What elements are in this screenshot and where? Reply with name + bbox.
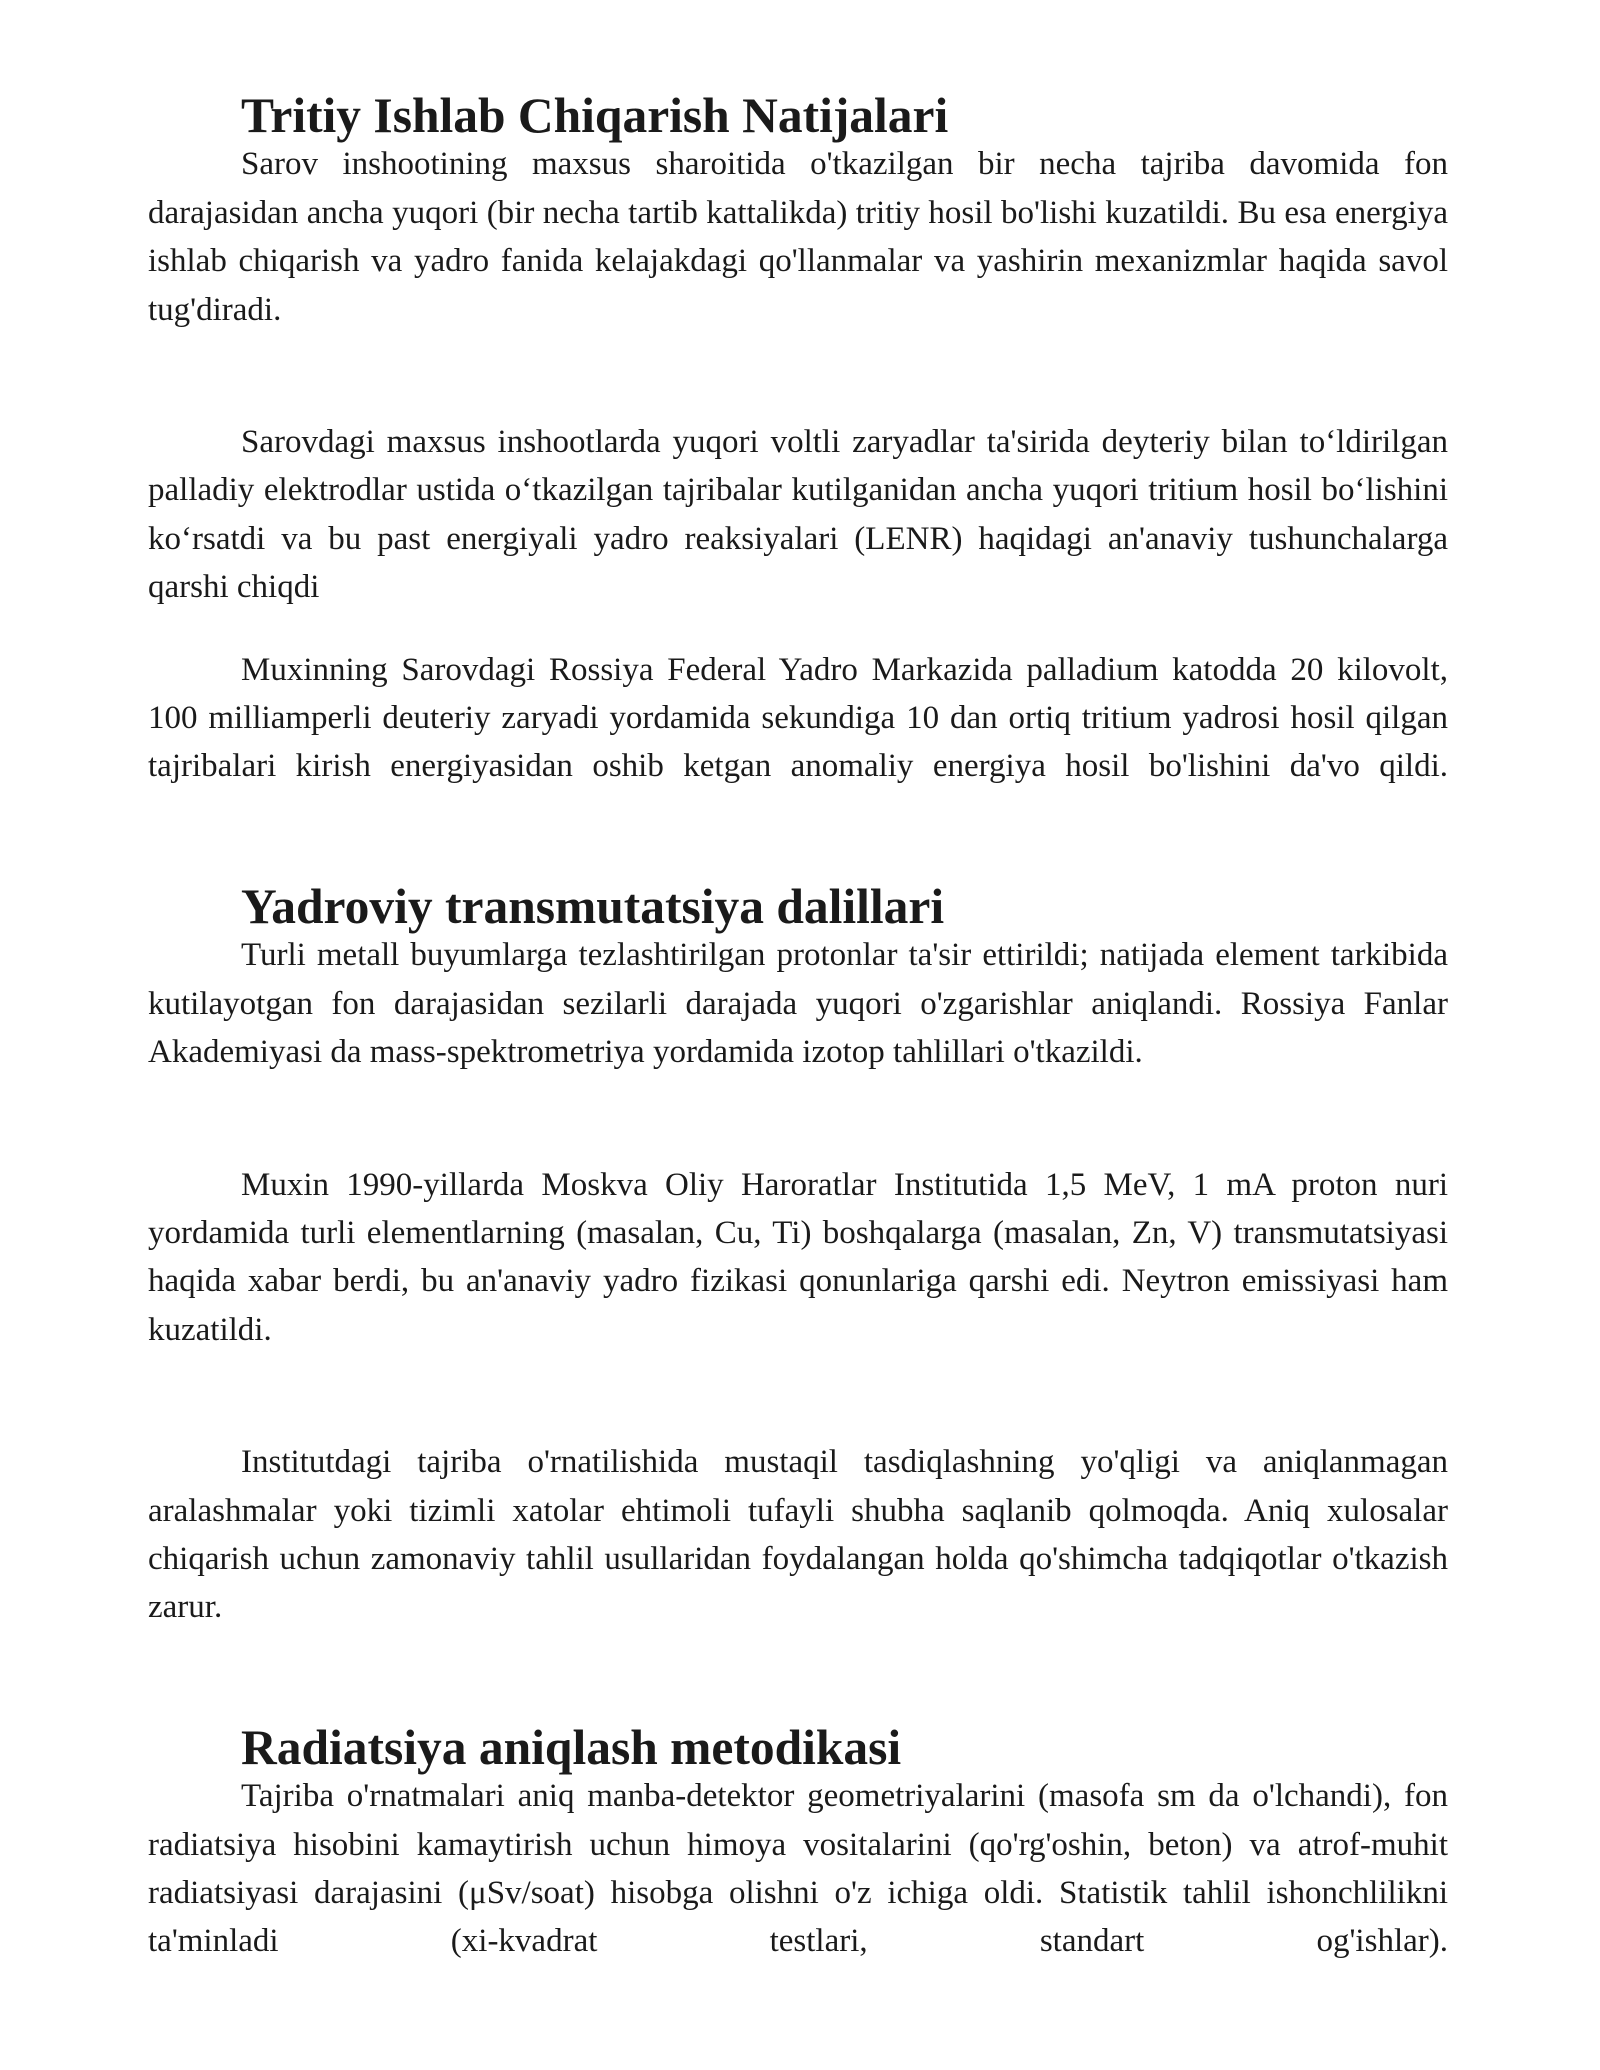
document-page — [148, 88, 1448, 1966]
paragraph-gap — [148, 1354, 1448, 1438]
section-heading: Yadroviy transmutatsiya dalillari — [241, 878, 945, 934]
paragraph: Institutdagi tajriba o'rnatilishida mustaqil tasdiqlashning yo'qligi va aniqlanmagan aralashmalar yoki tizimli xatolar ehtimoli tufayli shubha saqlanib qolmoqda. Aniq xulosalar chiqarish uchun zamonaviy tahlil usullaridan foydalangan holda qo'shimcha tadqiqotlar o'tkazish zarur. — [148, 1444, 1448, 1626]
paragraph-gap — [148, 1077, 1448, 1161]
paragraph: Sarovdagi maxsus inshootlarda yuqori voltli zaryadlar ta'sirida deyteriy bilan to‘ldirilgan palladiy elektrodlar ustida o‘tkazilgan tajribalar kutilganidan ancha yuqori tritium hosil bo‘lishini ko‘rsatdi va bu past energiyali yadro reaksiyalari (LENR) haqidagi an'anaviy tushunchalarga qarshi chiqdi — [148, 424, 1448, 606]
paragraph-gap — [148, 612, 1448, 646]
paragraph-gap — [148, 334, 1448, 418]
section-gap — [148, 1632, 1448, 1724]
paragraph: Muxinning Sarovdagi Rossiya Federal Yadro Markazida palladium katodda 20 kilovolt, 100 milliamperli deuteriy zaryadi yordamida sekundiga 10 dan ortiq tritium yadrosi hosil qilgan tajribalari kirish energiyasidan oshib ketgan anomaliy energiya hosil bo'lishini da'vo qildi. — [148, 651, 1448, 785]
paragraph: Tajriba o'rnatmalari aniq manba-detektor geometriyalarini (masofa sm da o'lchandi), fon radiatsiya hisobini kamaytirish uchun himoya vositalarini (qo'rg'oshin, beton) va atrof-muhit radiatsiyasi darajasini (μSv/soat) hisobga olishni o'z ichiga oldi. Statistik tahlil ishonchlilikni ta'minladi (xi-kvadrat testlari, standart og'ishlar). — [148, 1778, 1448, 1960]
section-heading: Radiatsiya aniqlash metodikasi — [241, 1719, 902, 1775]
section-heading: Tritiy Ishlab Chiqarish Natijalari — [241, 88, 949, 143]
section-gap — [148, 791, 1448, 883]
paragraph: Muxin 1990-yillarda Moskva Oliy Haroratlar Institutida 1,5 MeV, 1 mA proton nuri yordamida turli elementlarning (masalan, Cu, Ti) boshqalarga (masalan, Zn, V) transmutatsiyasi haqida xabar berdi, bu an'anaviy yadro fizikasi qonunlariga qarshi edi. Neytron emissiyasi ham kuzatildi. — [148, 1166, 1448, 1348]
paragraph: Turli metall buyumlarga tezlashtirilgan protonlar ta'sir ettirildi; natijada element tarkibida kutilayotgan fon darajasidan sezilarli darajada yuqori o'zgarishlar aniqlandi. Rossiya Fanlar Akademiyasi da mass-spektrometriya yordamida izotop tahlillari o'tkazildi. — [148, 937, 1448, 1071]
paragraph: Sarov inshootining maxsus sharoitida o'tkazilgan bir necha tajriba davomida fon darajasidan ancha yuqori (bir necha tartib kattalikda) tritiy hosil bo'lishi kuzatildi. Bu esa energiya ishlab chiqarish va yadro fanida kelajakdagi qo'llanmalar va yashirin mexanizmlar haqida savol tug'diradi. — [148, 146, 1448, 328]
